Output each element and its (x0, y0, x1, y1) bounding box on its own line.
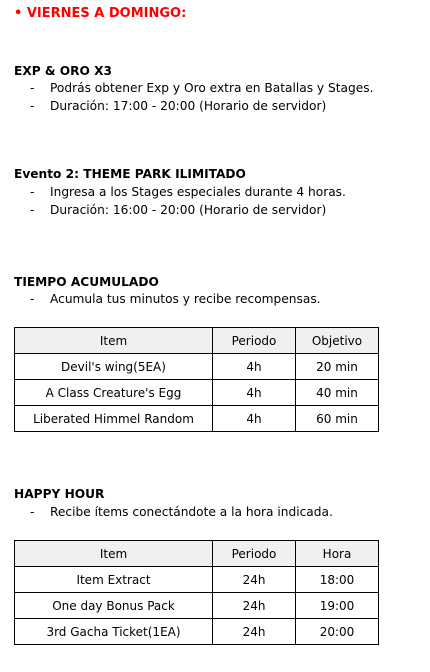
table-cell: 4h (213, 354, 296, 380)
table-cell: 3rd Gacha Ticket(1EA) (15, 619, 213, 645)
table-cell: A Class Creature's Egg (15, 380, 213, 406)
bullet-dash: - (30, 81, 35, 95)
column-header: Item (15, 328, 213, 354)
table-row (15, 593, 379, 619)
table-cell: 24h (213, 567, 296, 593)
bullet-dash: - (30, 99, 35, 113)
table-cell: One day Bonus Pack (15, 593, 213, 619)
bullet-dash: - (30, 203, 35, 217)
table-cell: Liberated Himmel Random (15, 406, 213, 432)
table-header-row (15, 541, 379, 567)
table-cell: Item Extract (15, 567, 213, 593)
table-cell: 4h (213, 380, 296, 406)
table-cell: 4h (213, 406, 296, 432)
bullet-text: Podrás obtener Exp y Oro extra en Batallas y Stages. (50, 81, 374, 95)
section-title-happy-hour: HAPPY HOUR (14, 487, 105, 501)
table-cell: 20 min (296, 354, 379, 380)
bullet-dash: - (30, 185, 35, 199)
table-cell: 18:00 (296, 567, 379, 593)
bullet-item (30, 81, 373, 95)
table-cell: 24h (213, 593, 296, 619)
table-row (15, 380, 379, 406)
table-cell: 19:00 (296, 593, 379, 619)
column-header: Item (15, 541, 213, 567)
bullet-item (30, 185, 346, 199)
table-cell: 60 min (296, 406, 379, 432)
happy-hour-table (14, 540, 379, 645)
bullet-dash: - (30, 292, 35, 306)
table-row (15, 354, 379, 380)
table-cell: 24h (213, 619, 296, 645)
bullet-text: Acumula tus minutos y recibe recompensas. (50, 292, 321, 306)
bullet-text: Duración: 17:00 - 20:00 (Horario de servidor) (50, 99, 327, 113)
column-header: Periodo (213, 541, 296, 567)
table-row (15, 406, 379, 432)
bullet-item (30, 505, 333, 519)
column-header: Hora (296, 541, 379, 567)
table-cell: 20:00 (296, 619, 379, 645)
table-header-row (15, 328, 379, 354)
bullet-item (30, 203, 326, 217)
table-cell: 40 min (296, 380, 379, 406)
section-title-theme-park: Evento 2: THEME PARK ILIMITADO (14, 167, 246, 181)
column-header: Objetivo (296, 328, 379, 354)
table-row (15, 567, 379, 593)
page-heading: • VIERNES A DOMINGO: (14, 6, 187, 21)
table-cell: Devil's wing(5EA) (15, 354, 213, 380)
section-title-tiempo-acumulado: TIEMPO ACUMULADO (14, 275, 159, 289)
bullet-text: Recibe ítems conectándote a la hora indicada. (50, 505, 333, 519)
bullet-text: Duración: 16:00 - 20:00 (Horario de servidor) (50, 203, 327, 217)
column-header: Periodo (213, 328, 296, 354)
tiempo-acumulado-table (14, 327, 379, 432)
bullet-text: Ingresa a los Stages especiales durante 4 horas. (50, 185, 346, 199)
bullet-item (30, 99, 326, 113)
section-title-exp-oro: EXP & ORO X3 (14, 64, 112, 78)
bullet-item (30, 292, 321, 306)
table-row (15, 619, 379, 645)
bullet-dash: - (30, 505, 35, 519)
